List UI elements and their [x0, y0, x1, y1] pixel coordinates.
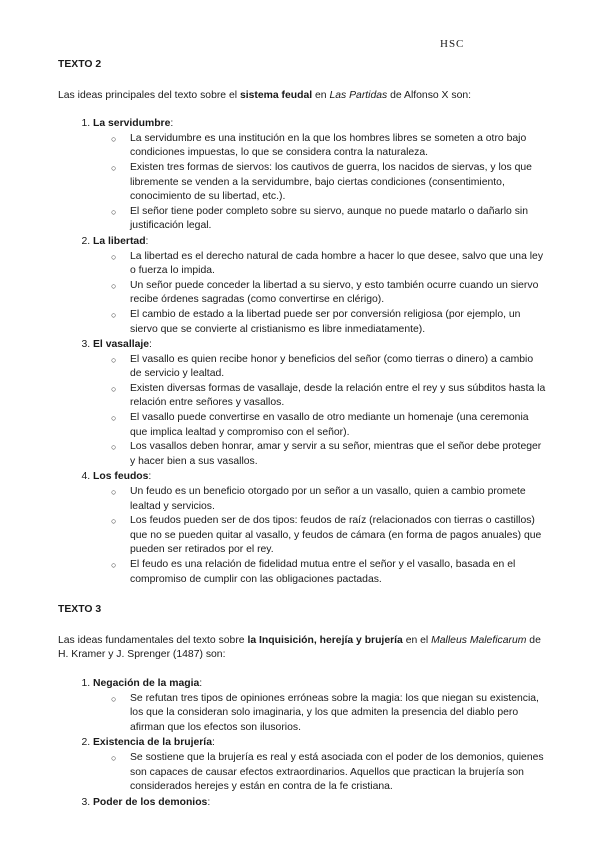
- section-heading: TEXTO 3: [58, 604, 102, 616]
- list-item: 1. La servidumbre: ○ La servidumbre es una institución en la que los hombres libres se someten a otro bajo condiciones impuestas, lo que se considera contra la naturaleza. ○ Existen tres formas de siervos: los cautivos de guerra, los nacidos de siervas, y los que libremente se venden a la servidumbre, bajo ciertas condiciones (consentimiento, conocimiento de su libertad, etc.). ○ El señor tiene poder completo sobre su siervo, aunque no puede matarlo o dañarlo sin justificación legal.: [93, 117, 546, 234]
- bullet-item: ○ El señor tiene poder completo sobre su siervo, aunque no puede matarlo o dañarlo sin justificación legal.: [130, 205, 546, 234]
- item-title: Poder de los demonios: [93, 796, 208, 808]
- bullet-item: ○ Existen diversas formas de vasallaje, desde la relación entre el rey y sus súbditos hasta la relación entre señores y vasallos.: [130, 382, 546, 411]
- bullet-list: [93, 250, 546, 338]
- bullet-item: ○ El vasallo puede convertirse en vasallo de otro mediante un homenaje (una ceremonia que implica lealtad y compromiso con el señor).: [130, 411, 546, 440]
- bullet-list: [93, 132, 546, 234]
- bullet-list: [93, 751, 546, 795]
- section-texto-3: [58, 603, 546, 810]
- document-body: [58, 58, 546, 826]
- bullet-item: ○ Los vasallos deben honrar, amar y servir a su señor, mientras que el señor debe proteger y hacer bien a sus vasallos.: [130, 440, 546, 469]
- intro-bold: sistema feudal: [239, 89, 313, 101]
- intro-text: Las ideas principales del texto sobre el: [58, 89, 240, 101]
- list-item: 3. El vasallaje: ○ El vasallo es quien recibe honor y beneficios del señor (como tierras o dinero) a cambio de servicio y lealtad. ○ Existen diversas formas de vasallaje, desde la relación entre el rey y sus súbditos hasta la relación entre señores y vasallos. ○ El vasallo puede convertirse en vasallo de otro mediante un homenaje (una ceremonia que implica lealtad y compromiso con el señor). ○ Los vasallos deben honrar, amar y servir a su señor, mientras que el señor debe proteger y hacer bien a sus vasallos.: [93, 338, 546, 469]
- list-item: 2. Existencia de la brujería: ○ Se sostiene que la brujería es real y está asociada con el poder de los demonios, quienes son capaces de causar efectos extraordinarios. Aquellos que practican la brujería son considerados herejes y están en contra de la fe cristiana.: [93, 736, 546, 794]
- bullet-list: [93, 692, 546, 736]
- bullet-item: ○ Un feudo es un beneficio otorgado por un señor a un vasallo, quien a cambio promete lealtad y servicios.: [130, 485, 546, 514]
- intro-italic: Las Partidas: [329, 89, 388, 101]
- bullet-item: ○ Se sostiene que la brujería es real y está asociada con el poder de los demonios, quienes son capaces de causar efectos extraordinarios. Aquellos que practican la brujería son considerados herejes y están en contra de la fe cristiana.: [130, 751, 546, 795]
- item-title: Existencia de la brujería: [93, 737, 212, 749]
- list-item: 1. Negación de la magia: ○ Se refutan tres tipos de opiniones erróneas sobre la magia: los que niegan su existencia, los que la consideran solo imaginaria, y los que admiten la presencia del diablo pero afirman que los efectos son ilusorios.: [93, 677, 546, 735]
- intro-bold: la Inquisición, herejía y brujería: [247, 634, 403, 646]
- bullet-list: [93, 485, 546, 587]
- section-intro: [58, 89, 546, 104]
- bullet-item: ○ El feudo es una relación de fidelidad mutua entre el señor y el vasallo, basada en el compromiso de cumplir con las obligaciones pactadas.: [130, 558, 546, 587]
- bullet-item: ○ Un señor puede conceder la libertad a su siervo, y esto también ocurre cuando un siervo recibe órdenes sagradas (como convertirse en clérigo).: [130, 279, 546, 308]
- intro-text: de Alfonso X son:: [387, 89, 472, 101]
- ideas-list: [58, 677, 546, 810]
- header-code: HSC: [440, 38, 465, 50]
- intro-italic: Malleus Maleficarum: [431, 634, 527, 646]
- bullet-item: ○ La libertad es el derecho natural de cada hombre a hacer lo que desee, salvo que una ley o fuerza lo impida.: [130, 250, 546, 279]
- bullet-item: ○ La servidumbre es una institución en la que los hombres libres se someten a otro bajo condiciones impuestas, lo que se considera contra la naturaleza.: [130, 132, 546, 161]
- bullet-list: [93, 353, 546, 470]
- intro-text: Las ideas fundamentales del texto sobre: [58, 634, 248, 646]
- intro-text: de H. Kramer y J. Sprenger (1487) son:: [58, 634, 541, 661]
- list-item: 4. Los feudos: ○ Un feudo es un beneficio otorgado por un señor a un vasallo, quien a cambio promete lealtad y servicios. ○ Los feudos pueden ser de dos tipos: feudos de raíz (relacionados con tierras o castillos) que no se pueden quitar al vasallo, y feudos de cámara (en forma de pagos anuales) que pueden ser retirados por el rey. ○ El feudo es una relación de fidelidad mutua entre el señor y el vasallo, basada en el compromiso de cumplir con las obligaciones pactadas.: [93, 470, 546, 587]
- section-heading: TEXTO 2: [58, 59, 102, 70]
- section-texto-2: [58, 58, 546, 587]
- item-title: El vasallaje: [93, 339, 150, 351]
- intro-text: en el: [402, 634, 432, 646]
- bullet-item: ○ Se refutan tres tipos de opiniones erróneas sobre la magia: los que niegan su existencia, los que la consideran solo imaginaria, y los que admiten la presencia del diablo pero afirman que los efectos son ilusorios.: [130, 692, 546, 736]
- section-intro: [58, 634, 546, 663]
- item-title: La libertad: [93, 235, 146, 247]
- item-title: La servidumbre: [93, 118, 171, 130]
- list-item: 2. La libertad: ○ La libertad es el derecho natural de cada hombre a hacer lo que desee, salvo que una ley o fuerza lo impida. ○ Un señor puede conceder la libertad a su siervo, y esto también ocurre cuando un siervo recibe órdenes sagradas (como convertirse en clérigo). ○ El cambio de estado a la libertad puede ser por conversión religiosa (por ejemplo, un siervo que se convierte al cristianismo es libre inmediatamente).: [93, 235, 546, 337]
- bullet-item: ○ El vasallo es quien recibe honor y beneficios del señor (como tierras o dinero) a cambio de servicio y lealtad.: [130, 353, 546, 382]
- list-item: 3. Poder de los demonios:: [93, 796, 546, 811]
- intro-text: en: [312, 89, 330, 101]
- item-title: Los feudos: [93, 471, 149, 483]
- bullet-item: ○ Existen tres formas de siervos: los cautivos de guerra, los nacidos de siervas, y los que libremente se venden a la servidumbre, bajo ciertas condiciones (consentimiento, conocimiento de su libertad, etc.).: [130, 161, 546, 205]
- bullet-item: ○ El cambio de estado a la libertad puede ser por conversión religiosa (por ejemplo, un siervo que se convierte al cristianismo es libre inmediatamente).: [130, 308, 546, 337]
- ideas-list: [58, 117, 546, 587]
- item-title: Negación de la magia: [93, 677, 200, 689]
- bullet-item: ○ Los feudos pueden ser de dos tipos: feudos de raíz (relacionados con tierras o castillos) que no se pueden quitar al vasallo, y feudos de cámara (en forma de pagos anuales) que pueden ser retirados por el rey.: [130, 514, 546, 558]
